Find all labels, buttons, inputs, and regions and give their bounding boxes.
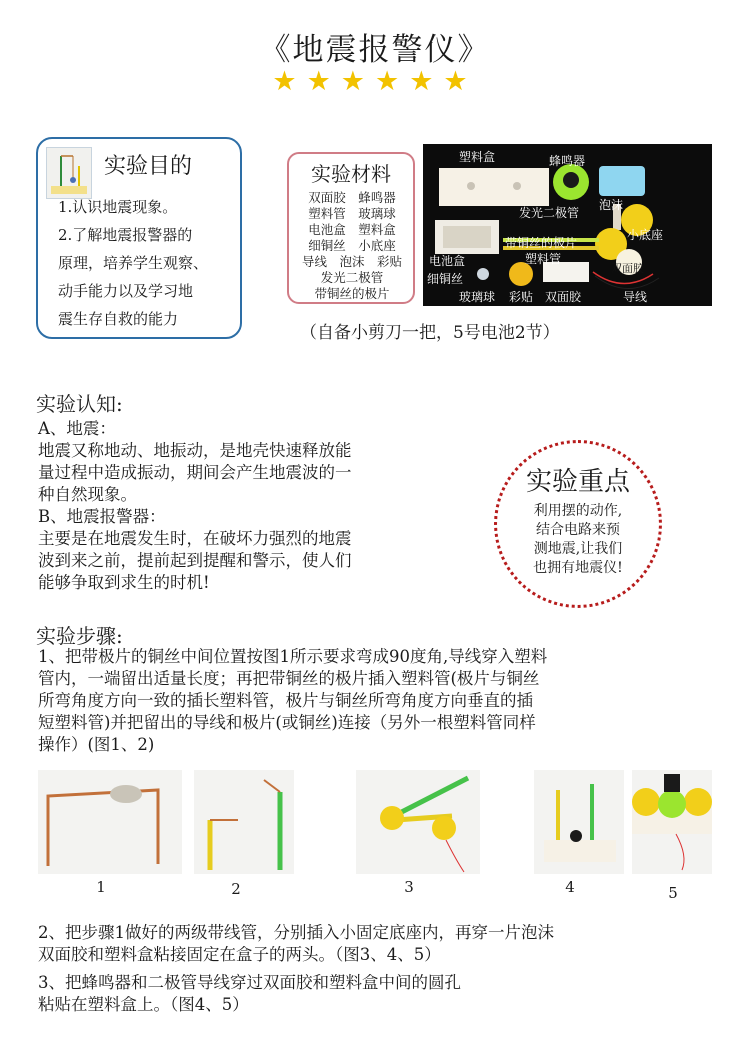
materials-line: 导线 泡沫 彩贴 [301,254,402,269]
materials-line: 双面胶 蜂鸣器 [308,190,396,205]
step2-line: 2、把步骤1做好的两级带线管，分别插入小固定底座内，再穿一片泡沫 [38,923,554,942]
purpose-line: 动手能力以及学习地 [58,282,194,300]
label-buzzer: 蜂鸣器 [549,154,586,168]
step1-body [38,646,718,756]
figure-1-image [38,770,182,874]
cognition-a-title: A、地震： [38,419,116,438]
step1-line: 短塑料管)并把留出的导线和极片(或铜丝)连接（另外一根塑料管同样 [38,713,536,732]
materials-list [294,190,410,302]
figure-3-caption: 3 [404,878,414,896]
step3-line: 粘贴在塑料盒上。（图4、5） [38,995,249,1014]
purpose-body [58,193,240,333]
figure-4-caption: 4 [565,878,575,896]
purpose-heading: 实验目的 [104,154,193,179]
figure-4-image [534,770,624,874]
label-plastic-box: 塑料盒 [459,150,496,164]
materials-heading: 实验材料 [311,162,391,186]
cognition-b-line: 波到来之前，提前起到提醒和警示，使人们 [38,551,352,570]
cognition-heading: 实验认知: [36,392,123,416]
cognition-b-line: 主要是在地震发生时，在破坏力强烈的地震 [38,529,352,548]
key-point-line: 利用摆的动作, [533,503,623,519]
purpose-line: 2.了解地震报警器的 [58,226,193,244]
label-battery-box: 电池盒 [429,254,466,268]
purpose-line: 原理，培养学生观察、 [58,254,209,272]
purpose-line: 1.认识地震现象。 [58,198,178,216]
figure-1-caption: 1 [96,878,106,896]
step1-line: 1、把带极片的铜丝中间位置按图1所示要求弯成90度角,导线穿入塑料 [38,647,548,666]
steps-heading: 实验步骤: [36,624,123,648]
figure-5-image [632,770,712,874]
label-foam: 泡沫 [599,198,624,212]
key-point-line: 测地震,让我们 [533,541,623,557]
label-plate-with-wire: 带铜丝的极片 [505,236,578,250]
purpose-line: 震生存自救的能力 [58,310,179,328]
cognition-a-line: 量过程中造成振动，期间会产生地震波的一 [38,463,352,482]
materials-line: 带铜丝的极片 [314,286,390,301]
step1-line: 所弯角度方向一致的插长塑料管，极片与铜丝所弯角度方向垂直的插 [38,691,533,710]
key-point-body [497,502,659,578]
figure-3-image [356,770,480,874]
materials-line: 发光二极管 [320,270,384,285]
label-plastic-tube: 塑料管 [525,252,562,266]
materials-box [287,152,415,304]
materials-line: 电池盒 塑料盒 [308,222,396,237]
step1-line: 操作）(图1、2) [38,735,155,754]
label-small-base: 小底座 [627,228,664,242]
label-wire: 导线 [623,290,648,304]
label-led: 发光二极管 [519,206,580,220]
cognition-a-line: 种自然现象。 [38,485,137,504]
step3-line: 3、把蜂鸣器和二极管导线穿过双面胶和塑料盒中间的圆孔 [38,973,461,992]
pendulum-thumbnail-image [46,147,92,199]
cognition-body [38,418,478,594]
label-double-tape: 双面胶 [611,262,644,275]
label-double-tape-2: 双面胶 [545,290,582,304]
step2-line: 双面胶和塑料盒粘接固定在盒子的两头。（图3、4、5） [38,945,441,964]
step1-line: 管内，一端留出适量长度；再把带铜丝的极片插入塑料管(极片与铜丝 [38,669,540,688]
figure-5-caption: 5 [668,884,678,902]
materials-line: 塑料管 玻璃球 [308,206,396,221]
step2-body [38,922,718,966]
page-title: 《地震报警仪》 [259,32,491,68]
figure-2-caption: 2 [231,880,241,898]
cognition-b-title: B、地震报警器： [38,507,166,526]
step3-body [38,972,718,1016]
star-rating: ★★★★★★ [272,66,478,97]
key-point-circle [494,440,662,608]
cognition-b-line: 能够争取到求生的时机! [38,573,210,592]
figure-2-image [194,770,294,874]
materials-line: 细铜丝 小底座 [308,238,396,253]
key-point-line: 结合电路来预 [536,522,620,538]
self-prepared-note: （自备小剪刀一把，5号电池2节） [300,323,560,343]
key-point-heading: 实验重点 [525,467,630,497]
key-point-line: 也拥有地震仪! [533,560,623,576]
label-glass-ball: 玻璃球 [459,290,496,304]
label-sticker: 彩贴 [509,290,534,304]
purpose-box [36,137,242,339]
cognition-a-line: 地震又称地动、地振动，是地壳快速释放能 [38,441,352,460]
materials-photo [423,144,712,306]
label-thin-copper: 细铜丝 [427,272,464,286]
